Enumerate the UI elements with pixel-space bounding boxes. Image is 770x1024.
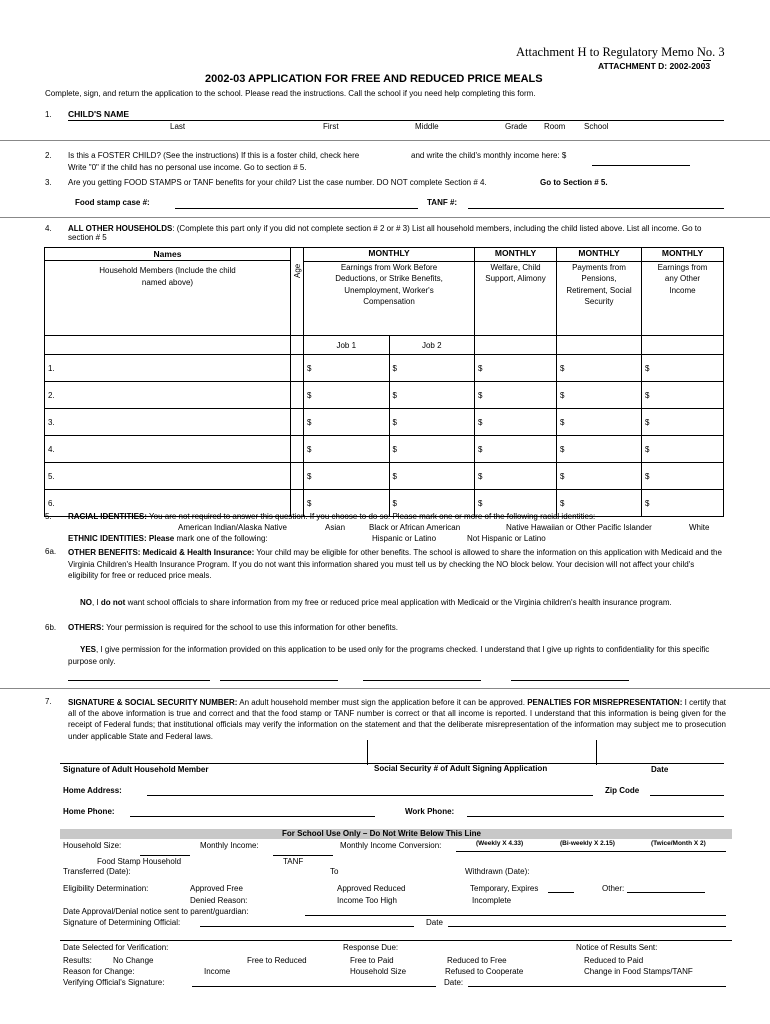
attachment-line: ATTACHMENT D: 2002-2003 — [598, 61, 711, 71]
col-work: Earnings from Work Before Deductions, or Strike Benefits, Unemployment, Worker's Compensation — [304, 261, 475, 336]
table-row: 5. $ $ $ $ $ — [45, 463, 724, 490]
table-row: 6. $ $ $ $ $ — [45, 490, 724, 517]
zip-field[interactable] — [650, 795, 724, 796]
table-row: 4. $ $ $ $ $ — [45, 436, 724, 463]
refused-option[interactable]: Refused to Cooperate — [445, 967, 524, 976]
medicaid-no-option[interactable]: NO, I do not want school officials to share information from my free or reduced price meal application with Medicaid or the Virginia children's health insurance program. — [80, 598, 672, 607]
household-table: Names Age MONTHLY MONTHLY MONTHLY MONTHLY Household Members (Include the child named above) Earnings from Work Before Deductions, or Strike Benefits, Unemployment, Worker's Compensation Welfare, Child Support, Alimony Payments from Pensions, Retirement, Social Security Earnings from any Other Income Job 1 Job 2 1. $ $ $ $ $ 2. $ $ $ $ $ 3. $ $ $ $ $ 4. $ $ $ $ $ 5. $ $ $ $ $ 6. $ $ $ $ $ — [44, 247, 724, 517]
child-last-label: Last — [170, 122, 186, 131]
program-line[interactable] — [220, 680, 338, 681]
approved-reduced-option[interactable]: Approved Reduced — [337, 884, 406, 893]
table-row: 2. $ $ $ $ $ — [45, 382, 724, 409]
school-use-banner-text: For School Use Only – Do Not Write Below This Line — [282, 829, 481, 838]
page-title: 2002-03 APPLICATION FOR FREE AND REDUCED PRICE MEALS — [205, 73, 543, 85]
food-stamp-case-label: Food stamp case #: — [75, 198, 150, 207]
child-first-label: First — [323, 122, 339, 131]
income-too-high-option[interactable]: Income Too High — [337, 896, 397, 905]
free-to-reduced-option[interactable]: Free to Reduced — [247, 956, 307, 965]
other-option[interactable]: Other: — [602, 884, 625, 893]
child-school-label: School — [584, 122, 609, 131]
work-phone-field[interactable] — [467, 816, 724, 817]
food-stamp-case-field[interactable] — [175, 208, 418, 209]
race-option[interactable]: White — [689, 523, 710, 532]
col-pension: Payments from Pensions, Retirement, Social Security — [557, 261, 642, 336]
members-header: Household Members (Include the child named above) — [45, 261, 291, 336]
signature-penalties-text: SIGNATURE & SOCIAL SECURITY NUMBER: An adult household member must sign the application before it can be approved. PENALTIES FOR MISREPRESENTATION: I certify that all of the above information is true and correct and that the food stamp or TANF number is correct or that all income is reported. I understand that this information is being given for the receipt of Federal funds; that institutional officials may verify the information on the statement and that the deliberate misrepresentation of the information may subject me to prosecution under applicable State and Federal laws. — [68, 698, 727, 741]
income-option[interactable]: Income — [204, 967, 231, 976]
race-option[interactable]: Black or African American — [369, 523, 461, 532]
change-fs-option[interactable]: Change in Food Stamps/TANF — [584, 967, 693, 976]
home-phone-field[interactable] — [130, 816, 375, 817]
no-change-option[interactable]: No Change — [113, 956, 154, 965]
all-other-households-text: ALL OTHER HOUSEHOLDS: (Complete this part only if you did not complete section # 2 or # 3) List all household members, including the child listed above. List all income. Go to section # 5 — [68, 224, 702, 243]
approved-free-option[interactable]: Approved Free — [190, 884, 243, 893]
child-grade-label: Grade — [505, 122, 528, 131]
incomplete-option[interactable]: Incomplete — [472, 896, 512, 905]
child-middle-label: Middle — [415, 122, 439, 131]
age-header: Age — [291, 248, 304, 336]
child-room-label: Room — [544, 122, 566, 131]
goto-section5: Go to Section # 5. — [540, 178, 608, 187]
free-to-paid-option[interactable]: Free to Paid — [350, 956, 394, 965]
names-header: Names — [45, 248, 291, 262]
job1-header: Job 1 — [304, 336, 390, 355]
ssn-label: Social Security # of Adult Signing Application — [374, 764, 548, 773]
food-stamps-text: Are you getting FOOD STAMPS or TANF benefits for your child? List the case number. DO NOT complete Section # 4. — [68, 178, 487, 187]
signature-label: Signature of Adult Household Member — [63, 765, 209, 774]
reduced-to-paid-option[interactable]: Reduced to Paid — [584, 956, 644, 965]
program-line[interactable] — [363, 680, 481, 681]
other-benefits-text: OTHER BENEFITS: Medicaid & Health Insurance: Your child may be eligible for other benefits. The school is allowed to share the information on this application with Medicaid and the Virginia Children's Health Insurance Program. If you do not want this information shared you must tell us by checking the NO block below. Your decision will not affect your child's eligibility for free or reduced price meals. — [68, 548, 722, 581]
others-yes-option[interactable]: YES, I give permission for the information provided on this application to be used only for the programs checked. I understand that I give up rights to confidentiality for this specific purpose only. — [68, 645, 710, 666]
ethnic-identities-text: ETHNIC IDENTITIES: Please mark one of the following: — [68, 534, 268, 543]
job2-header: Job 2 — [389, 336, 475, 355]
reduced-to-free-option[interactable]: Reduced to Free — [447, 956, 507, 965]
home-address-label: Home Address: — [63, 786, 122, 795]
zip-label: Zip Code — [605, 786, 640, 795]
col-welfare: Welfare, Child Support, Alimony — [475, 261, 557, 336]
race-option[interactable]: Native Hawaiian or Other Pacific Islander — [506, 523, 652, 532]
instructions: Complete, sign, and return the application to the school. Please read the instructions. Call the school if you need help completing this form. — [45, 89, 536, 98]
racial-identities-text: RACIAL IDENTITIES: You are not required to answer this question. If you choose to do so: Please mark one or more of the following racial identities: — [68, 512, 596, 521]
ethnicity-option[interactable]: Not Hispanic or Latino — [467, 534, 546, 543]
household-size-option[interactable]: Household Size — [350, 967, 407, 976]
tanf-label: TANF #: — [427, 198, 458, 207]
foster-income-text: and write the child's monthly income here: $ — [411, 151, 567, 160]
tanf-field[interactable] — [468, 208, 724, 209]
memo-line: Attachment H to Regulatory Memo No. 3 — [516, 45, 725, 59]
foster-note: Write "0" if the child has no personal use income. Go to section # 5. — [68, 163, 307, 172]
col-other: Earnings from any Other Income — [642, 261, 724, 336]
table-row: 1. $ $ $ $ $ — [45, 355, 724, 382]
temporary-option[interactable]: Temporary, Expires — [470, 884, 539, 893]
date-label: Date — [651, 765, 669, 774]
program-line[interactable] — [511, 680, 629, 681]
table-row: 3. $ $ $ $ $ — [45, 409, 724, 436]
ethnicity-option[interactable]: Hispanic or Latino — [372, 534, 437, 543]
work-phone-label: Work Phone: — [405, 807, 455, 816]
home-address-field[interactable] — [147, 795, 593, 796]
program-line[interactable] — [68, 680, 210, 681]
home-phone-label: Home Phone: — [63, 807, 115, 816]
race-option[interactable]: Asian — [325, 523, 346, 532]
foster-child-text: Is this a FOSTER CHILD? (See the instructions) If this is a foster child, check here — [68, 151, 360, 160]
others-text: OTHERS: Your permission is required for the school to use this information for other benefits. — [68, 623, 398, 632]
race-option[interactable]: American Indian/Alaska Native — [178, 523, 287, 532]
section1-title: CHILD'S NAME — [68, 109, 130, 119]
